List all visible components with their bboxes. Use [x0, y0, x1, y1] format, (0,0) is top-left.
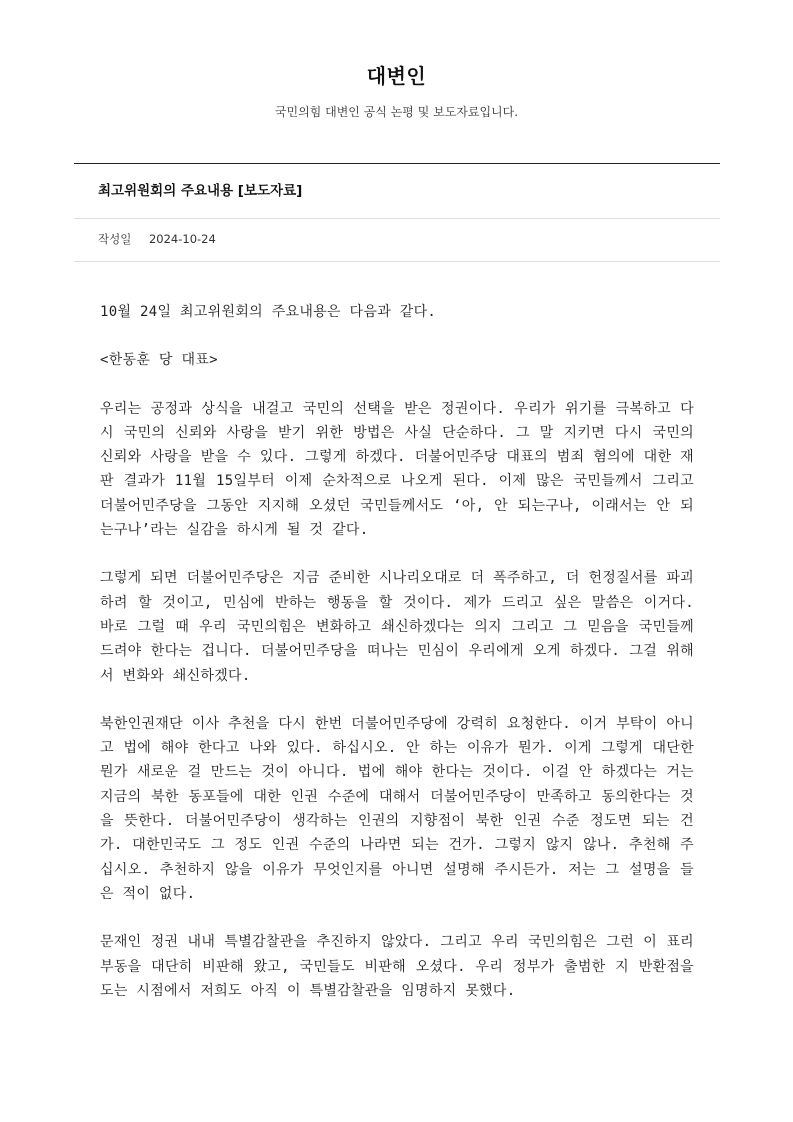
site-title: 대변인	[366, 64, 427, 88]
body-paragraph: 문재인 정권 내내 특별감찰관을 추진하지 않았다. 그리고 우리 국민의힘은 그런 이 표리부동을 대단히 비판해 왔고, 국민들도 비판해 오셨다. 우리 정부가 출범한 지 반환점을 도는 시점에서 저희도 아직 이 특별감찰관을 임명하지 못했다.	[100, 934, 694, 999]
body-paragraph: 그렇게 되면 더불어민주당은 지금 준비한 시나리오대로 더 폭주하고, 더 헌정질서를 파괴하려 할 것이고, 민심에 반하는 행동을 할 것이다. 제가 드리고 싶은 말씀은 이거다. 바로 그럴 때 우리 국민의힘은 변화하고 쇄신하겠다는 의지 그리고 그 믿음을 국민들께 드려야 한다는 겁니다. 더불어민주당을 떠나는 민심이 우리에게 오게 하겠다. 그걸 위해서 변화와 쇄신하겠다.	[100, 570, 694, 684]
page-header	[0, 0, 793, 120]
post-meta	[98, 231, 216, 247]
body-paragraph: <한동훈 당 대표>	[100, 352, 218, 369]
post-date: 2024-10-24	[148, 232, 216, 246]
post-body	[100, 300, 694, 1027]
post-title: 최고위원회의 주요내용 [보도자료]	[98, 183, 303, 199]
header-divider	[74, 163, 720, 164]
body-paragraph: 10월 24일 최고위원회의 주요내용은 다음과 같다.	[100, 304, 437, 320]
body-paragraph: 우리는 공정과 상식을 내걸고 국민의 선택을 받은 정권이다. 우리가 위기를 극복하고 다시 국민의 신뢰와 사랑을 받기 위한 방법은 사실 단순하다. 그 말 지키면 다시 국민의 신뢰와 사랑을 받을 수 있다. 그렇게 하겠다. 더불어민주당 대표의 범죄 혐의에 대한 재판 결과가 11월 15일부터 이제 순차적으로 나오게 된다. 이제 많은 국민들께서 그리고 더불어민주당을 그동안 지지해 오셨던 국민들께서도 ‘아, 안 되는구나, 이래서는 안 되는구나’라는 실감을 하시게 될 것 같다.	[100, 400, 694, 539]
body-paragraph: 북한인권재단 이사 추천을 다시 한번 더불어민주당에 강력히 요청한다. 이거 부탁이 아니고 법에 해야 한다고 나와 있다. 하십시오. 안 하는 이유가 뭔가. 이게 그렇게 대단한 뭔가 새로운 걸 만드는 것이 아니다. 법에 해야 한다는 것이다. 이걸 안 하겠다는 거는 지금의 북한 동포들에 대한 인권 수준에 대해서 더불어민주당이 만족하고 동의한다는 것을 뜻한다. 더불어민주당이 생각하는 인권의 지향점이 북한 인권 수준 정도면 되는 건가. 대한민국도 그 정도 인권 수준의 나라면 되는 건가. 그렇지 않지 않나. 추천해 주십시오. 추천하지 않을 이유가 무엇인지를 아니면 설명해 주시든가. 저는 그 설명을 들은 적이 없다.	[100, 715, 694, 902]
date-label: 작성일	[98, 232, 132, 246]
title-divider	[74, 218, 720, 219]
meta-divider	[74, 261, 720, 262]
site-description: 국민의힘 대변인 공식 논평 및 보도자료입니다.	[274, 105, 519, 119]
